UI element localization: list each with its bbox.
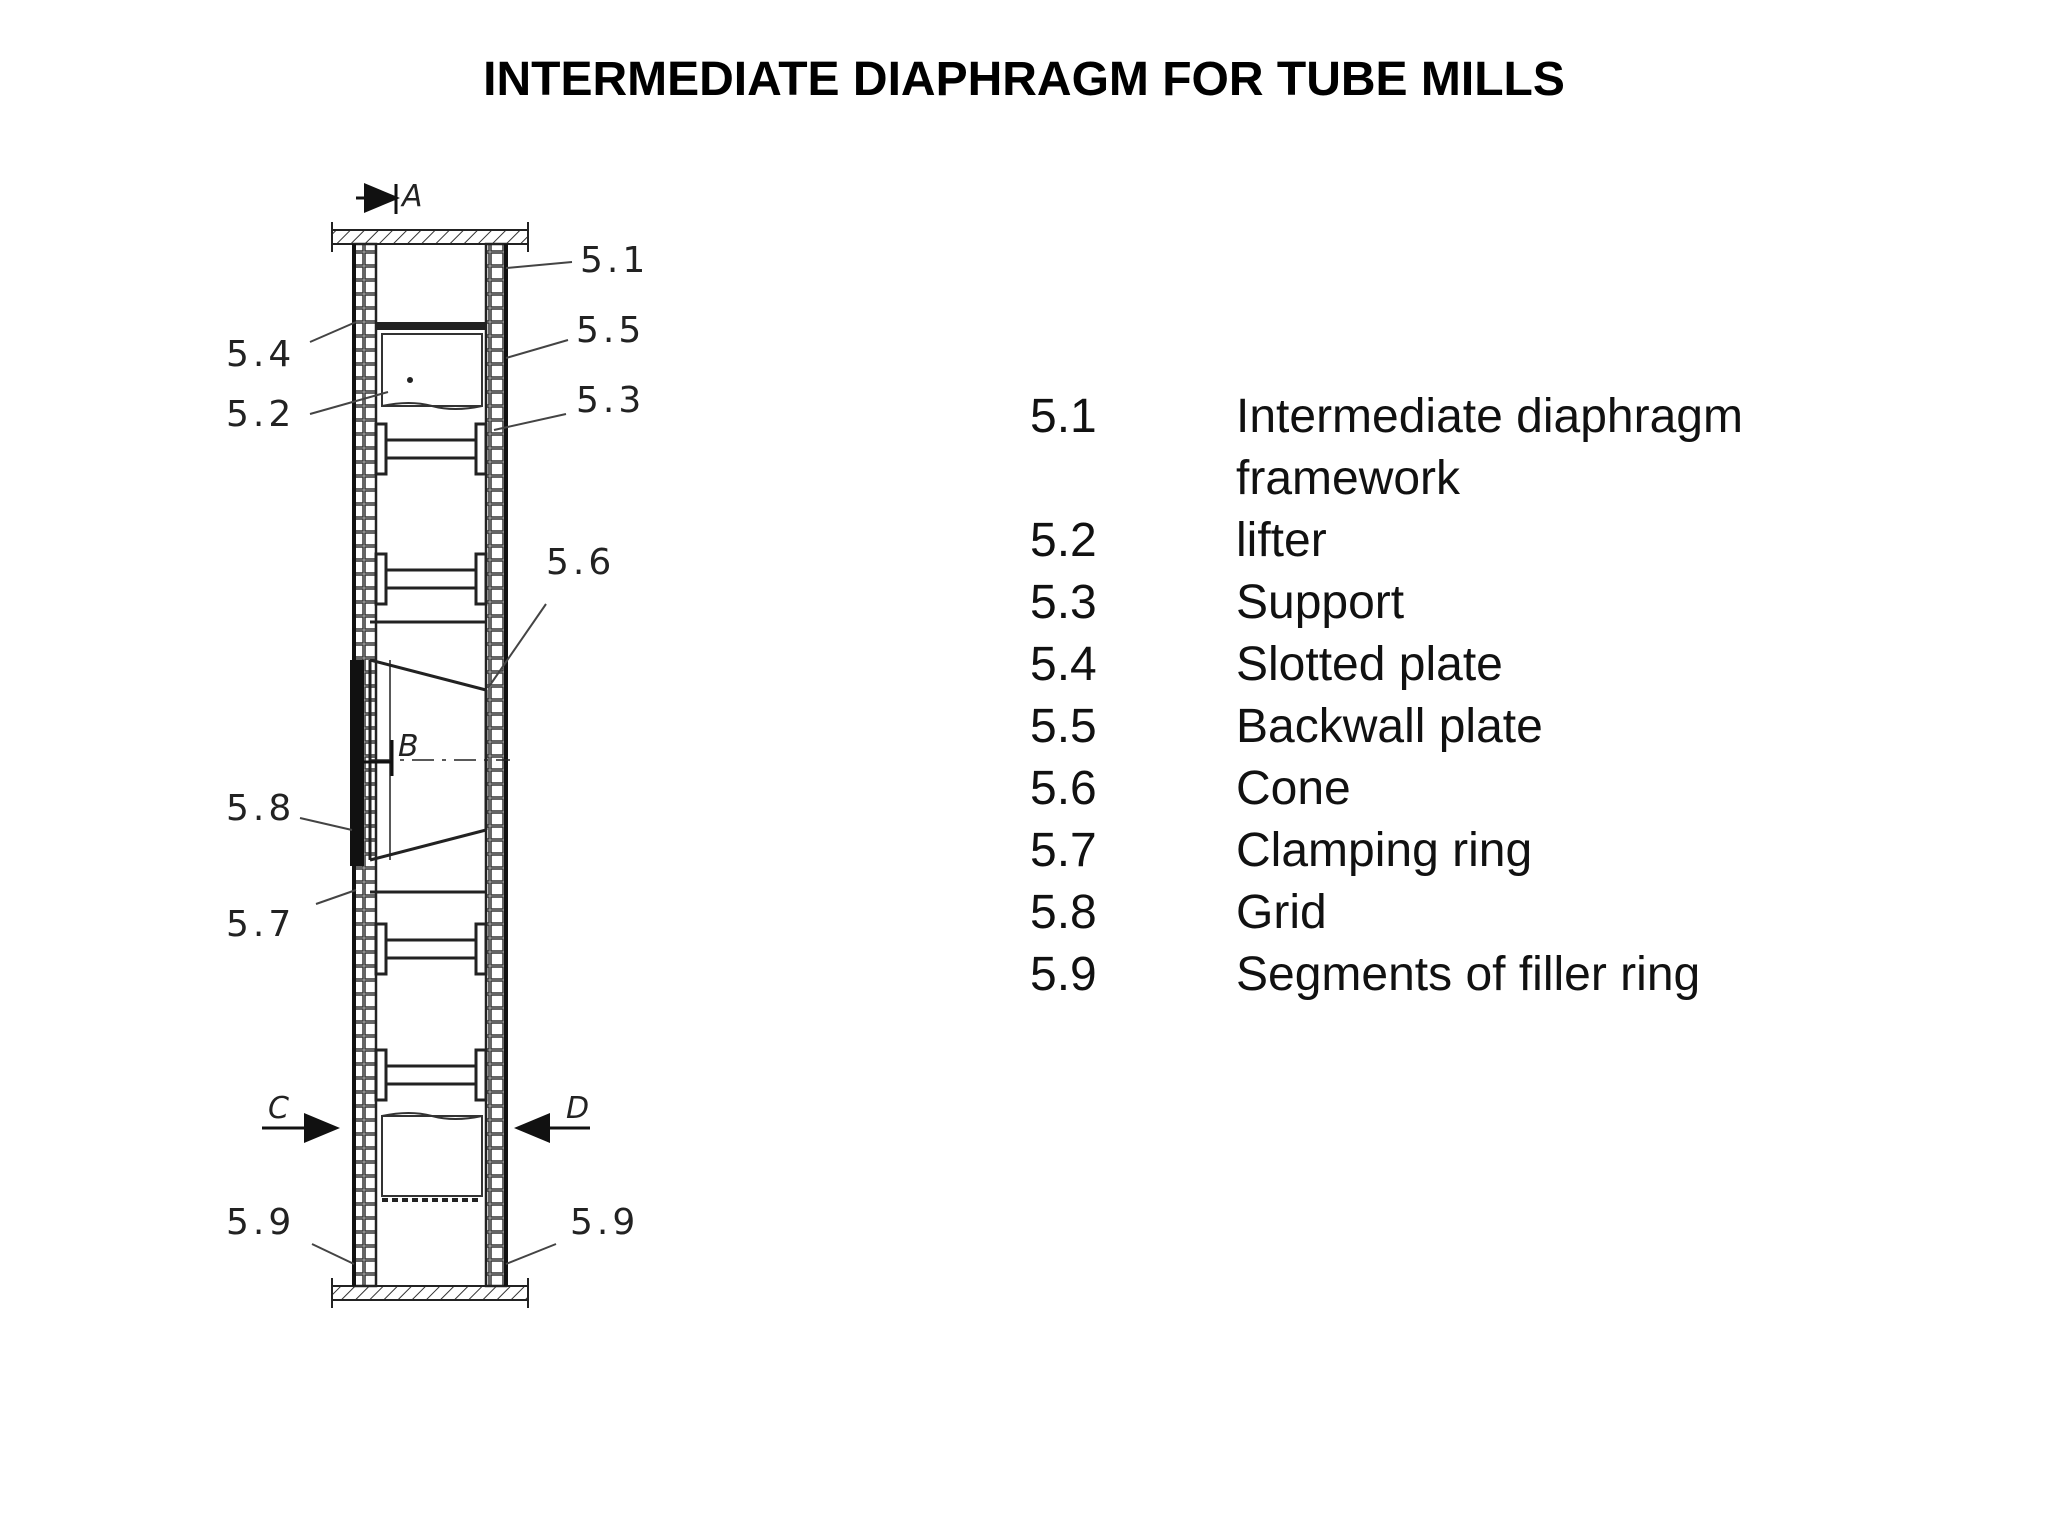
legend-number: 5.7 xyxy=(1030,824,1097,877)
legend-number: 5.5 xyxy=(1030,700,1097,753)
legend-number: 5.2 xyxy=(1030,514,1097,567)
callout-5-4: 5.4 xyxy=(226,334,296,375)
legend-item xyxy=(1030,386,1796,510)
legend-description: Grid xyxy=(1236,886,1327,939)
legend-description: Slotted plate xyxy=(1236,638,1503,691)
legend-number: 5.8 xyxy=(1030,886,1097,939)
legend-number: 5.3 xyxy=(1030,576,1097,629)
section-b-label: B xyxy=(398,729,419,764)
legend-description: Support xyxy=(1236,576,1405,629)
legend-number: 5.1 xyxy=(1030,390,1097,443)
legend-number: 5.4 xyxy=(1030,638,1097,691)
lifter-bottom xyxy=(382,1113,482,1200)
callout-5-7: 5.7 xyxy=(226,904,296,945)
legend-description: Clamping ring xyxy=(1236,824,1533,877)
callout-5-9-left: 5.9 xyxy=(226,1202,296,1243)
legend-item xyxy=(1030,758,1796,820)
section-a-label: A xyxy=(402,179,423,214)
lifter-top xyxy=(376,322,486,409)
callout-5-8: 5.8 xyxy=(226,788,296,829)
legend-item xyxy=(1030,634,1796,696)
legend-description: lifter xyxy=(1236,514,1327,567)
legend-number: 5.6 xyxy=(1030,762,1097,815)
legend-item xyxy=(1030,944,1796,1006)
callout-5-5: 5.5 xyxy=(576,310,646,351)
callout-5-2: 5.2 xyxy=(226,394,296,435)
callout-5-9-right: 5.9 xyxy=(570,1202,640,1243)
legend-item xyxy=(1030,696,1796,758)
callout-5-6: 5.6 xyxy=(546,542,616,583)
legend-item xyxy=(1030,820,1796,882)
legend-description: Intermediate diaphragm framework xyxy=(1236,390,1743,505)
legend-number: 5.9 xyxy=(1030,948,1097,1001)
callout-5-1: 5.1 xyxy=(580,240,650,281)
callout-5-3: 5.3 xyxy=(576,380,646,421)
legend-item xyxy=(1030,572,1796,634)
section-d-label: D xyxy=(566,1091,590,1126)
page-title: INTERMEDIATE DIAPHRAGM FOR TUBE MILLS xyxy=(483,53,1565,106)
legend-item xyxy=(1030,882,1796,944)
backwall-plate xyxy=(486,244,506,1286)
legend-description: Segments of filler ring xyxy=(1236,948,1701,1001)
legend-description: Backwall plate xyxy=(1236,700,1543,753)
legend-item xyxy=(1030,510,1796,572)
legend-description: Cone xyxy=(1236,762,1351,815)
section-a-marker xyxy=(356,184,396,214)
section-c-label: C xyxy=(268,1091,289,1126)
parts-legend xyxy=(1030,386,1796,1006)
leader-lines xyxy=(300,262,572,1264)
